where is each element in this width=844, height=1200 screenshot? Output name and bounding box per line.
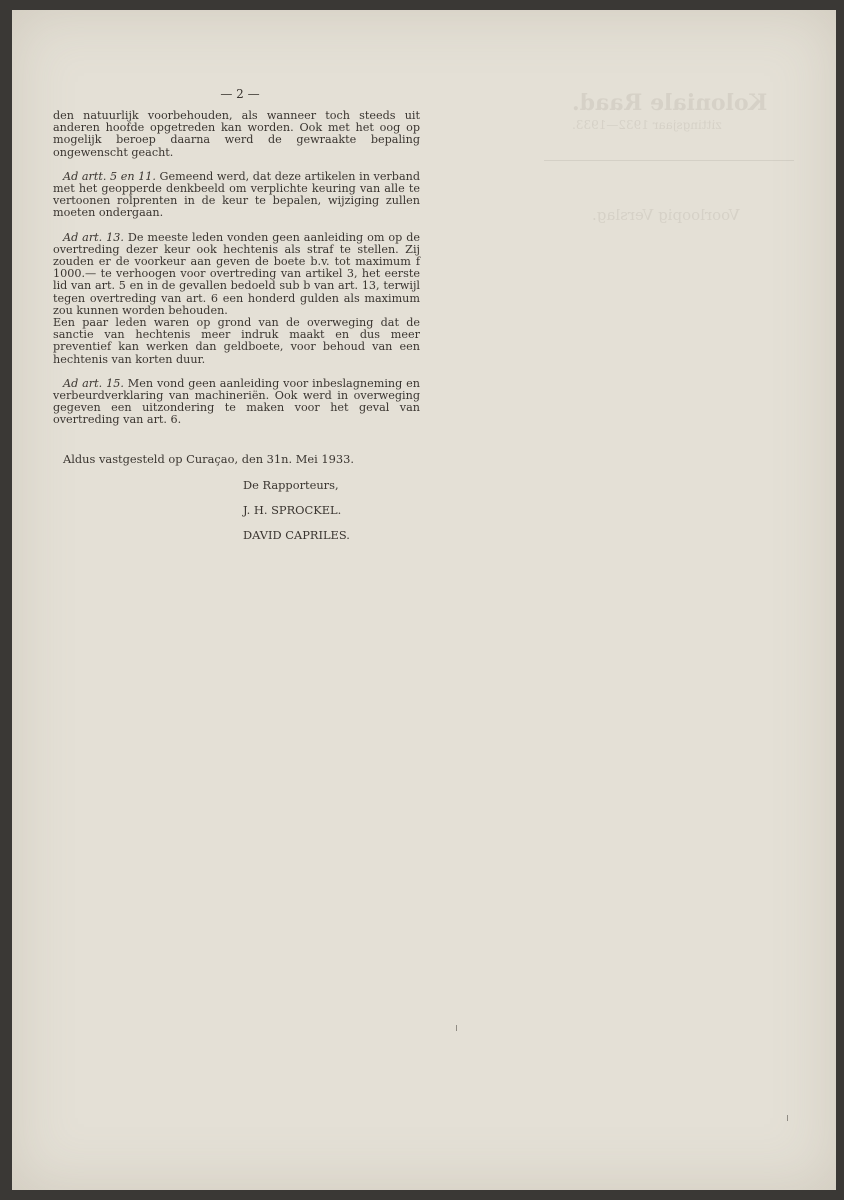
- paragraph-text: Gemeend werd, dat deze artikelen in verband met het geopperde denkbeeld om verplichte keuring van alle te vertoonen rolprenten in de keur te bepalen, wijziging zullen moeten ondergaan.: [53, 169, 420, 220]
- paragraph-ad-art-15: [53, 378, 420, 427]
- page-number: — 2 —: [220, 87, 260, 101]
- paragraph-continuation: [53, 110, 420, 159]
- signatories-heading: De Rapporteurs,: [243, 478, 339, 492]
- paragraph-text: Een paar leden waren op grond van de overweging dat de sanctie van hechtenis meer indruk maakt en dus meer preventief kan werken dan geldboete, voor behoud van een hechtenis van korten duur.: [53, 316, 420, 366]
- document-body: [53, 110, 420, 439]
- signatory-name: J. H. SPROCKEL.: [243, 503, 342, 517]
- bleed-through-subtitle: zittingsjaar 1932—1933.: [572, 118, 722, 132]
- signatory-name: DAVID CAPRILES.: [243, 528, 350, 542]
- bleed-through-title: Koloniale Raad.: [572, 90, 768, 116]
- paper-speck: [787, 1115, 788, 1121]
- closing-statement: Aldus vastgesteld op Curaçao, den 31n. Mei 1933.: [63, 452, 355, 466]
- bleed-through-heading: Voorloopig Verslag.: [592, 206, 740, 224]
- paragraph-text: den natuurlijk voorbehouden, als wanneer toch steeds uit anderen hoofde opgetreden kan worden. Ook met het oog op mogelijk beroep daarna werd de gewraakte bepaling ongewenscht geacht.: [53, 109, 420, 159]
- paragraph-text: De meeste leden vonden geen aanleiding om op de overtreding dezer keur ook hechtenis als straf te stellen. Zij zouden er de voorkeur aan geven de boete b.v. tot maximum f 1000.— te verhoogen voor overtreding van artikel 3, het eerste lid van art. 5 en in de gevallen bedoeld sub b van art. 13, terwijl tegen overtreding van art. 6 een honderd gulden als maximum zou kunnen worden behouden.: [53, 230, 420, 317]
- paragraph-lead: Ad art. 13.: [63, 230, 124, 244]
- paragraph-lead: Ad art. 15.: [63, 376, 124, 390]
- paragraph-ad-art-13: [53, 232, 420, 317]
- bleed-through-rule: [544, 160, 794, 161]
- paragraph-ad-artt-5-11: [53, 171, 420, 220]
- paragraph-minority-view: [53, 317, 420, 366]
- paragraph-text: Men vond geen aanleiding voor inbeslagneming en verbeurdverklaring van machineriën. Ook werd in overweging gegeven een uitzondering te maken voor het geval van overtreding van art. 6.: [53, 376, 420, 427]
- paragraph-lead: Ad artt. 5 en 11.: [63, 169, 156, 183]
- paper-speck: [456, 1025, 457, 1031]
